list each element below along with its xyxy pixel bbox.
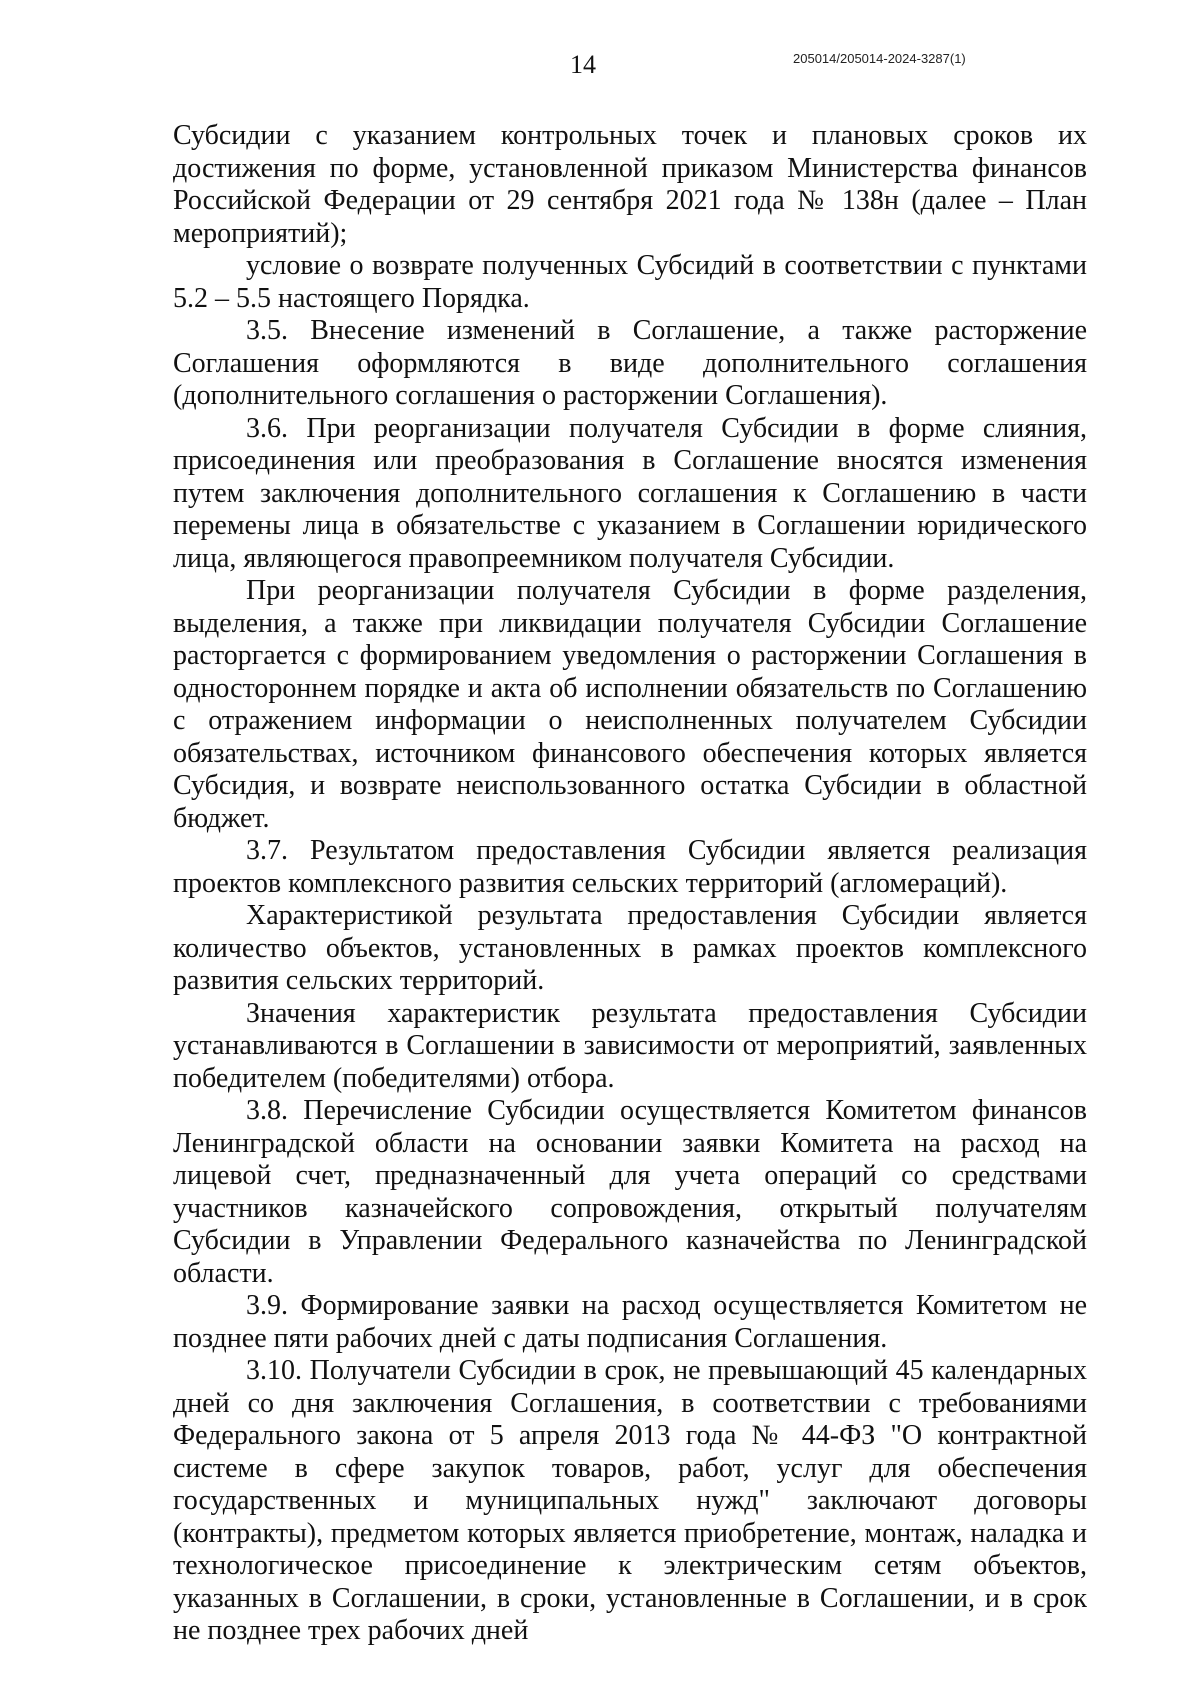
paragraph: При реорганизации получателя Субсидии в форме разделения, выделения, а также при ликвидации получателя Субсидии Соглашение расторгается с формированием уведомления о расторжении Соглашения в одностороннем порядке и акта об исполнении обязательств по Соглашению с отражением информации о неисполненных получателем Субсидии обязательствах, источником финансового обеспечения которых является Субсидия, и возврате неиспользованного остатка Субсидии в областной бюджет. <box>173 575 1087 834</box>
document-id: 205014/205014-2024-3287(1) <box>793 51 966 66</box>
page-number: 14 <box>570 50 596 79</box>
paragraph-3-7: 3.7. Результатом предоставления Субсидии является реализация проектов комплексного развития сельских территорий (агломераций). <box>173 835 1087 899</box>
paragraph: Субсидии с указанием контрольных точек и плановых сроков их достижения по форме, установленной приказом Министерства финансов Российской Федерации от 29 сентября 2021 года № 138н (далее – План мероприятий); <box>173 120 1087 249</box>
paragraph-3-8: 3.8. Перечисление Субсидии осуществляется Комитетом финансов Ленинградской области на основании заявки Комитета на расход на лицевой счет, предназначенный для учета операций со средствами участников казначейского сопровождения, открытый получателям Субсидии в Управлении Федерального казначейства по Ленинградской области. <box>173 1095 1087 1289</box>
document-body <box>173 120 1087 1648</box>
paragraph-3-6: 3.6. При реорганизации получателя Субсидии в форме слияния, присоединения или преобразования в Соглашение вносятся изменения путем заключения дополнительного соглашения к Соглашению в части перемены лица в обязательстве с указанием в Соглашении юридического лица, являющегося правопреемником получателя Субсидии. <box>173 412 1087 574</box>
paragraph-3-10: 3.10. Получатели Субсидии в срок, не превышающий 45 календарных дней со дня заключения Соглашения, в соответствии с требованиями Федерального закона от 5 апреля 2013 года № 44-ФЗ "О контрактной системе в сфере закупок товаров, работ, услуг для обеспечения государственных и муниципальных нужд" заключают договоры (контракты), предметом которых является приобретение, монтаж, наладка и технологическое присоединение к электрическим сетям объектов, указанных в Соглашении, в сроки, установленные в Соглашении, и в срок не позднее трех рабочих дней <box>173 1355 1087 1646</box>
paragraph: Значения характеристик результата предоставления Субсидии устанавливаются в Соглашении в зависимости от мероприятий, заявленных победителем (победителями) отбора. <box>173 997 1087 1094</box>
paragraph: условие о возврате полученных Субсидий в соответствии с пунктами 5.2 – 5.5 настоящего Порядка. <box>173 250 1087 314</box>
paragraph: Характеристикой результата предоставления Субсидии является количество объектов, установленных в рамках проектов комплексного развития сельских территорий. <box>173 900 1087 996</box>
paragraph-3-9: 3.9. Формирование заявки на расход осуществляется Комитетом не позднее пяти рабочих дней с даты подписания Соглашения. <box>173 1290 1087 1354</box>
paragraph-3-5: 3.5. Внесение изменений в Соглашение, а также расторжение Соглашения оформляются в виде дополнительного соглашения (дополнительного соглашения о расторжении Соглашения). <box>173 315 1087 411</box>
